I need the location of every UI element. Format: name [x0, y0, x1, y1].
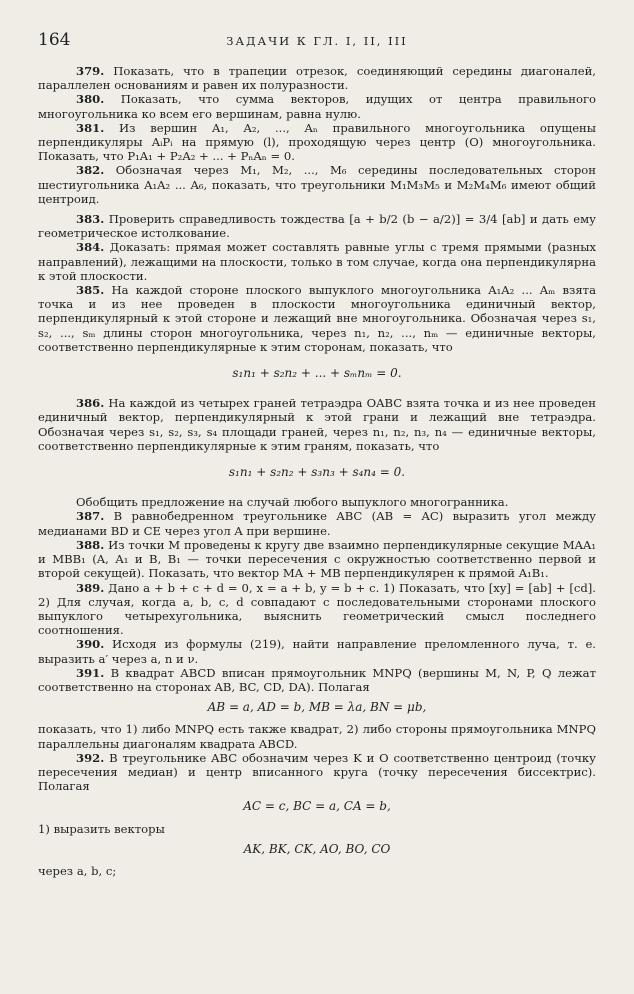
problem-385: 385. На каждой стороне плоского выпуклого многоугольника A₁A₂ ... Aₘ взята точка и из нее проведен в плоскости многоугольника единичный вектор, перпендикулярный к этой стороне и лежащий вне многоугольника. Обозначая через s₁, s₂, ..., sₘ длины сторон многоугольника, через n₁, n₂, ..., nₘ — единичные векторы, соответственно перпендикулярные к этим сторонам, показать, что [38, 283, 597, 354]
generalize-text: Обобщить предложение на случай любого выпуклого многогранника. [76, 495, 509, 510]
problem-388: 388. Из точки M проведены к кругу две взаимно перпендикулярные секущие MAA₁ и MBB₁ (A, A₁ и B, B₁ — точки пересечения с окружностью соответственно первой и второй секущей). Показать, что вектор MA + MB перпендикулярен к прямой A₁B₁. [38, 537, 597, 581]
through-392: через a, b, c; [38, 863, 117, 878]
formula-392-vectors: AK, BK, CK, AO, BO, CO [243, 841, 391, 856]
problem-383: 383. Проверить справедливость тождества [a + b/2 (b − a/2)] = 3/4 [ab] и дать ему геометрическое истолкование. [38, 212, 596, 241]
formula-392: AC = c, BC = a, CA = b, [243, 799, 391, 814]
formula-385: s₁n₁ + s₂n₂ + ... + sₘnₘ = 0. [232, 366, 402, 381]
conclusion-391: показать, что 1) либо MNPQ есть также квадрат, 2) либо стороны прямоугольника MNPQ параллельны диагоналям квадрата ABCD. [38, 722, 596, 751]
problem-389: 389. Дано a + b + c + d = 0, x = a + b, y = b + c. 1) Показать, что [xy] = [ab] + [cd]. 2) Для случая, когда a, b, c, d совпадают с последовательными сторонами плоского выпуклого четырехугольника, выяснить геометрический смысл последнего соотношения. [38, 580, 596, 638]
problem-382: 382. Обозначая через M₁, M₂, ..., M₆ середины последовательных сторон шестиугольника A₁A₂ ... A₆, показать, что треугольники M₁M₃M₅ и M₂M₄M₆ имеют общий центроид. [38, 163, 596, 206]
formula-386: s₁n₁ + s₂n₂ + s₃n₃ + s₄n₄ = 0. [228, 465, 406, 480]
problem-391: 391. В квадрат ABCD вписан прямоугольник MNPQ (вершины M, N, P, Q лежат соответственно на сторонах AB, BC, CD, DA). Полагая [38, 665, 596, 694]
page-header [38, 30, 596, 64]
formula-391: AB = a, AD = b, MB = λa, BN = μb, [207, 700, 427, 715]
problem-381: 381. Из вершин A₁, A₂, ..., Aₙ правильного многоугольника опущены перпендикуляры AᵢPᵢ на прямую (l), проходящую через центр (O) многоугольника. Показать, что P₁A₁ + P₂A₂ + ... + PₙAₙ = 0. [38, 120, 597, 164]
problem-387: 387. В равнобедренном треугольнике ABC (AB = AC) выразить угол между медианами BD и CE через угол A при вершине. [38, 509, 596, 538]
problem-384: 384. Доказать: прямая может составлять равные углы с тремя прямыми (разных направлений), лежащими на плоскости, только в том случае, когда она перпендикулярна к этой плоскости. [38, 240, 596, 283]
page-body [38, 64, 596, 878]
page-number: 164 [38, 30, 71, 50]
item-392-1: 1) выразить векторы [38, 821, 165, 836]
problem-392: 392. В треугольнике ABC обозначим через K и O соответственно центроид (точку пересечения медиан) и центр вписанного круга (точку пересечения биссектрис). Полагая [38, 750, 597, 794]
problem-379: 379. Показать, что в трапеции отрезок, соединяющий середины диагоналей, параллелен основаниям и равен их полуразности. [38, 64, 596, 93]
problem-380: 380. Показать, что сумма векторов, идущих от центра правильного многоугольника ко всем его вершинам, равна нулю. [38, 92, 597, 121]
running-title: ЗАДАЧИ К ГЛ. I, II, III [226, 34, 408, 48]
problem-386: 386. На каждой из четырех граней тетраэдра OABC взята точка и из нее проведен единичный вектор, перпендикулярный к этой грани и лежащий вне тетраэдра. Обозначая через s₁, s₂, s₃, s₄ площади граней, через n₁, n₂, n₃, n₄ — единичные векторы, соответственно перпендикулярные к этим граням, показать, что [38, 396, 596, 453]
problem-390: 390. Исходя из формулы (219), найти направление преломленного луча, т. е. выразить a′ через a, n и ν. [38, 637, 596, 666]
